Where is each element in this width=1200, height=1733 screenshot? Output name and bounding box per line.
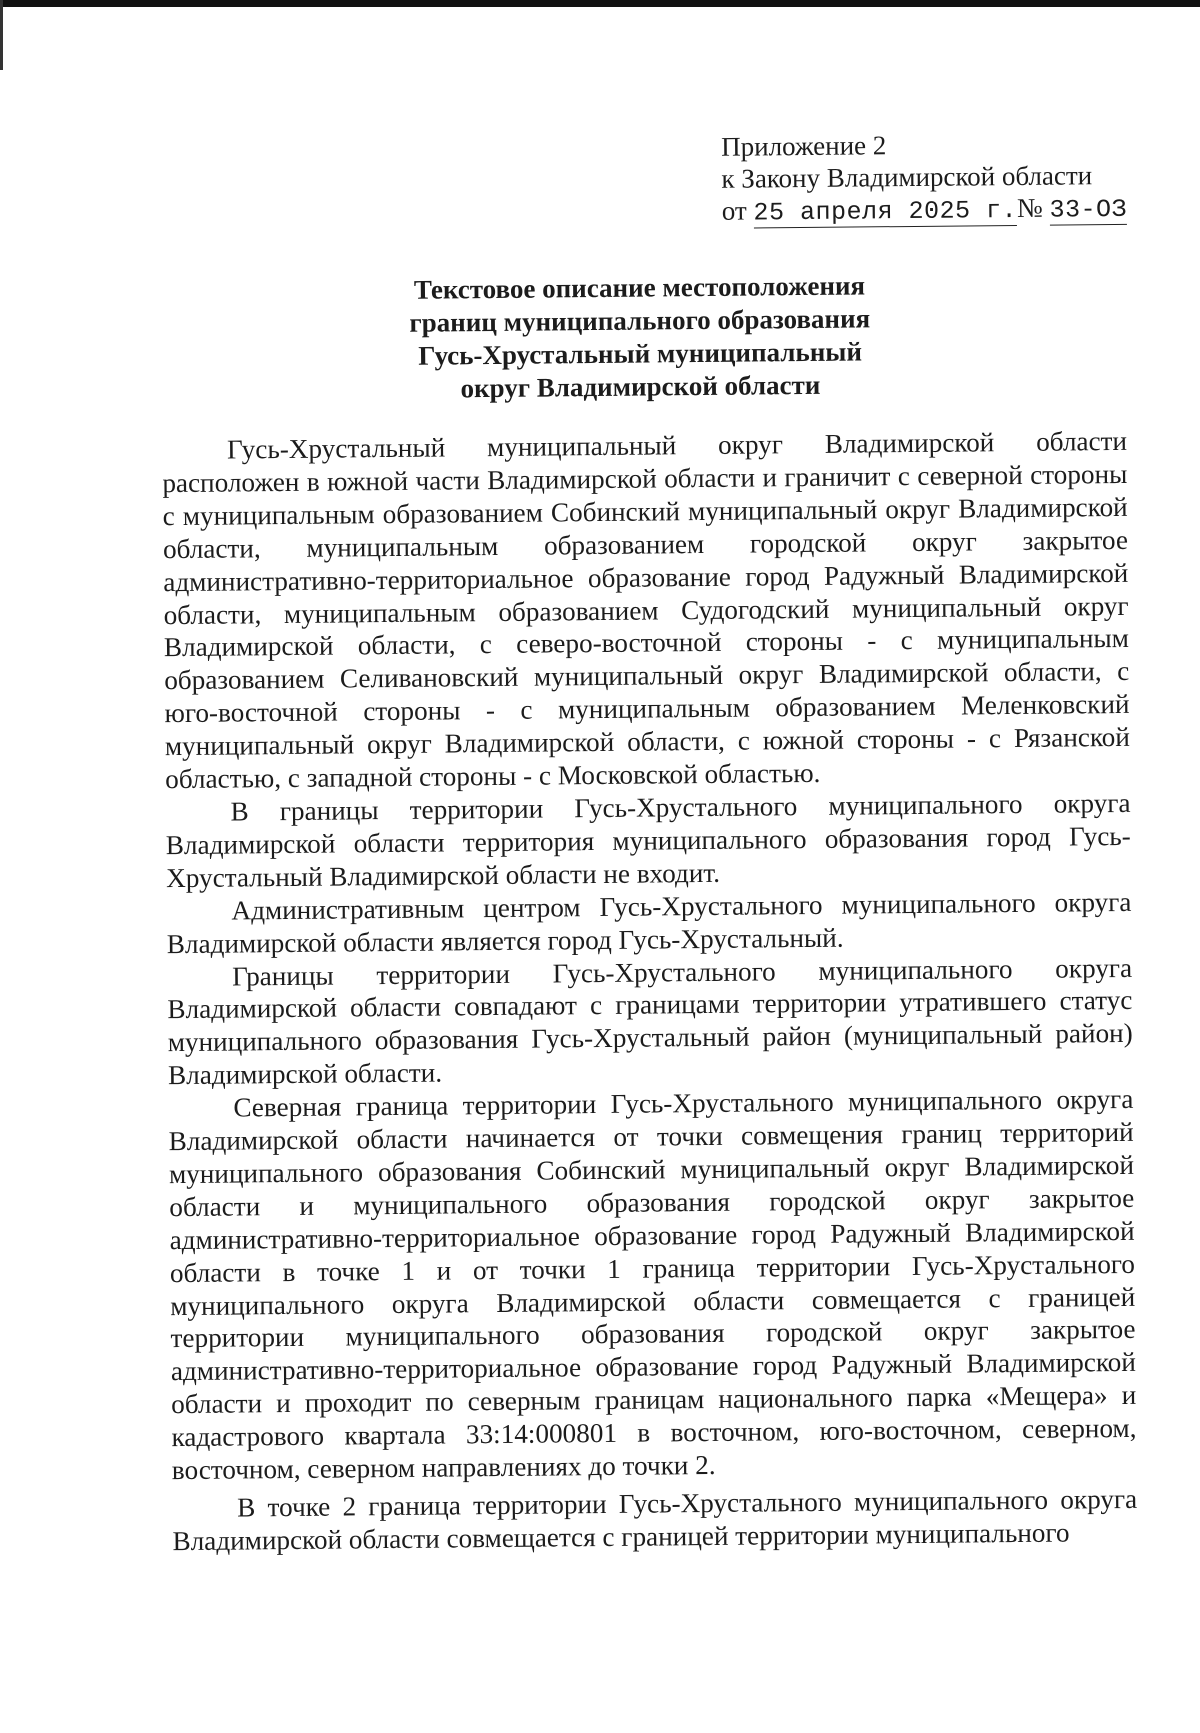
document-body [162,425,1138,1558]
appendix-label: Приложение 2 [721,130,887,162]
title-line-1: Текстовое описание местоположения [413,270,866,305]
title-line-4: округ Владимирской области [460,369,821,404]
appendix-date-prefix: от [721,195,747,226]
appendix-header [721,127,1127,230]
title-line-3: Гусь-Хрустальный муниципальный [418,336,863,371]
title-line-2: границ муниципального образования [409,303,871,338]
paragraph-northern-boundary: Северная граница территории Гусь-Хрустального муниципального округа Владимирской области начинается от точки совмещения границ территорий муниципального образования Собинский муниципальный округ Владимирской области и муниципального образования городской округ закрытое административно-территориальное образование город Радужный Владимирской области в точке 1 и от точки 1 граница территории Гусь-Хрустального муниципального округа Владимирской области совмещается с границей территории муниципального образования городской округ закрытое административно-территориальное образование город Радужный Владимирской области и проходит по северным границам национального парка «Мещера» и кадастрового квартала 33:14:000801 в восточном, юго-восточном, северном, восточном, северном направлениях до точки 2. [168,1084,1137,1486]
paragraph-point-2: В точке 2 граница территории Гусь-Хрустального муниципального округа Владимирской области совмещается с границей территории муниципального [172,1483,1138,1557]
appendix-law-reference: к Закону Владимирской области [721,160,1093,194]
paragraph-boundaries-overview: Гусь-Хрустальный муниципальный округ Владимирской области расположен в южной части Владимирской области и граничит с северной стороны с муниципальным образованием Собинский муниципальный округ Владимирской области, муниципальным образованием городской округ закрытое административно-территориальное образование город Радужный Владимирской области, муниципальным образованием Судогодский муниципальный округ Владимирской области, с северо-восточной стороны - с муниципальным образованием Селивановский муниципальный округ Владимирской области, с юго-восточной стороны - с муниципальным образованием Меленковский муниципальный округ Владимирской области, с южной стороны - с Рязанской областью, с западной стороны - с Московской областью. [162,425,1130,795]
paragraph-boundaries-coincide: Границы территории Гусь-Хрустального муниципального округа Владимирской области совпадают с границами территории утратившего статус муниципального образования Гусь-Хрустальный район (муниципальный район) Владимирской области. [167,952,1133,1091]
paragraph-administrative-center: Административным центром Гусь-Хрустального муниципального округа Владимирской области является город Гусь-Хрустальный. [166,886,1132,959]
paragraph-city-excluded: В границы территории Гусь-Хрустального муниципального округа Владимирской области территория муниципального образования город Гусь-Хрустальный Владимирской области не входит. [165,787,1131,893]
appendix-number-sign: № [1016,192,1043,223]
document-title [354,269,925,406]
appendix-number: 33-ОЗ [1049,194,1128,225]
appendix-date: 25 апреля 2025 г. [753,195,1018,228]
appendix-date-line [722,191,1128,230]
